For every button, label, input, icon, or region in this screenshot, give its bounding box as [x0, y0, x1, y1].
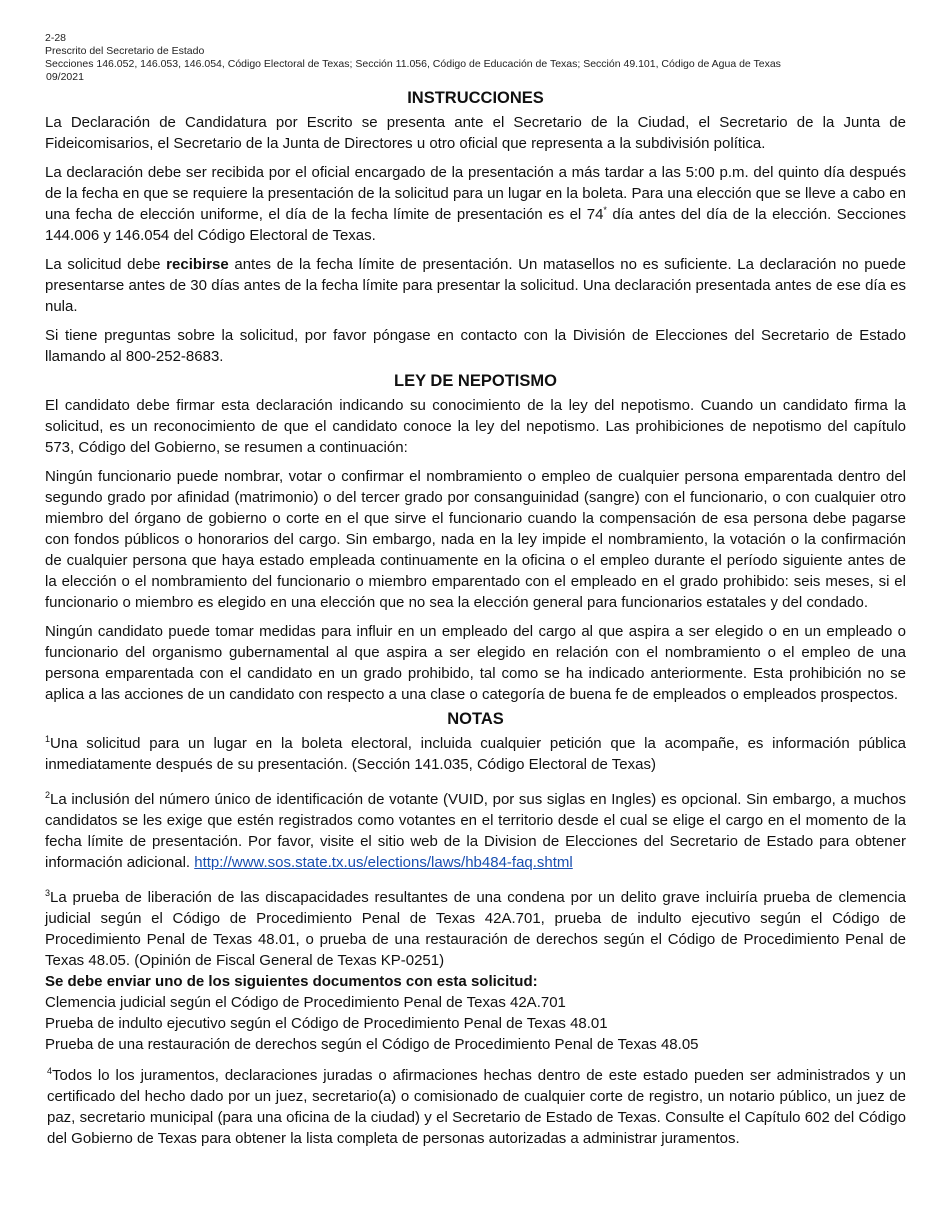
required-documents-heading: Se debe enviar uno de los siguientes documentos con esta solicitud: [45, 973, 538, 990]
form-date: 09/2021 [46, 71, 84, 83]
instrucciones-paragraph-3 [45, 254, 906, 317]
form-header [45, 32, 906, 84]
instrucciones-paragraph-2 [45, 162, 906, 246]
notas-heading: NOTAS [447, 710, 504, 728]
note-4-text: Todos lo los juramentos, declaraciones juradas o afirmaciones hechas dentro de este estado pueden ser administrados y un certificado del hecho dado por un juez, secretario(a) o comisionado de cualquier corte de registro, un notario público, un juez de paz, secretario municipal (para una oficina de la ciudad) y el Secretario de Estado de Texas. Consulte el Capítulo 602 del Código del Gobierno de Texas para obtener la lista completa de personas autorizadas a administrar juramentos. [47, 1067, 906, 1147]
note-2-number: 2 [45, 790, 51, 800]
footnote-marker: * [603, 205, 607, 215]
instrucciones-paragraph-1: La Declaración de Candidatura por Escrito se presenta ante el Secretario de la Ciudad, el Secretario de la Junta de Fideicomisarios, el Secretario de la Junta de Directores u otro oficial que representa a la subdivisión política. [45, 114, 906, 152]
statute-sections: Secciones 146.052, 146.053, 146.054, Código Electoral de Texas; Sección 11.056, Código de Educación de Texas; Sección 49.101, Código de Agua de Texas [45, 58, 781, 70]
deadline-text-a: La declaración debe ser recibida por el oficial encargado de la presentación a más tardar a las 5:00 p.m. del quinto día después de la fecha en que se requiere la presentación de la solicitud para un lugar en la boleta. Para una elección que se lleve a cabo en una fecha de elección uniforme, el día de la fecha límite de presentación es el 74 [45, 164, 906, 223]
note-2 [45, 789, 906, 873]
required-document-item: Clemencia judicial según el Código de Procedimiento Penal de Texas 42A.701 [45, 994, 566, 1011]
note-3-number: 3 [45, 888, 51, 898]
note-1-number: 1 [45, 734, 51, 744]
deadline-text-b: día antes del día de la elección. Secciones 144.006 y 146.054 del Código Electoral de Texas. [45, 206, 906, 244]
nepotismo-paragraph-3: Ningún candidato puede tomar medidas para influir en un empleado del cargo al que aspira a ser elegido o en un empleado o funcionario del organismo gubernamental al que aspira a ser elegido en relación con el nombramiento o el empleo de una persona emparentada con el candidato en un grado prohibido, tal como se ha indicado anteriormente. Esta prohibición no se aplica a las acciones de un candidato con respecto a una clase o categoría de buena fe de empleados o empleados prospectos. [45, 623, 906, 703]
required-document-item: Prueba de una restauración de derechos según el Código de Procedimiento Penal de Texas 48.05 [45, 1036, 699, 1053]
nepotismo-paragraph-2: Ningún funcionario puede nombrar, votar o confirmar el nombramiento o empleo de cualquier persona emparentada dentro del segundo grado por afinidad (matrimonio) o del tercer grado por consanguinidad (sangre) con el funcionario, o con cualquier otro miembro del órgano de gobierno o corte en el que sirve el funcionario cuando la compensación de esa persona debe pagarse con fondos públicos o honorarios del cargo. Sin embargo, nada en la ley impide el nombramiento, la votación o la confirmación de cualquier persona que haya estado empleada continuamente en la oficina o el empleo durante el período siguiente antes de la elección o el nombramiento del funcionario o miembro emparentado con el empleado en el grado prohibido: seis meses, si el funcionario o miembro es elegido en una elección que no sea la elección general para funcionarios estatales y del condado. [45, 468, 906, 611]
faq-link[interactable]: http://www.sos.state.tx.us/elections/laws/hb484-faq.shtml [194, 854, 573, 871]
nepotismo-heading: LEY DE NEPOTISMO [394, 372, 557, 390]
note-3-text: La prueba de liberación de las discapacidades resultantes de una condena por un delito grave incluiría prueba de clemencia judicial según el Código de Procedimiento Penal de Texas 42A.701, prueba de indulto ejecutivo según el Código de Procedimiento Penal de Texas 48.01, o prueba de una restauración de derechos según el Código de Procedimiento Penal de Texas 48.05. (Opinión de Fiscal General de Texas KP-0251) [45, 889, 906, 969]
note-1 [45, 733, 906, 775]
prescribed-by: Prescrito del Secretario de Estado [45, 45, 205, 57]
required-document-item: Prueba de indulto ejecutivo según el Código de Procedimiento Penal de Texas 48.01 [45, 1015, 608, 1032]
receipt-text-a: La solicitud debe [45, 256, 167, 273]
receipt-emphasis: recibirse [166, 256, 229, 273]
note-4 [45, 1065, 906, 1149]
instrucciones-heading: INSTRUCCIONES [407, 89, 544, 107]
receipt-text-b: antes de la fecha límite de presentación. Un matasellos no es suficiente. La declaración no puede presentarse antes de 30 días antes de la fecha límite para presentar la solicitud. Una declaración presentada antes de ese día es nula. [45, 256, 906, 315]
note-1-text: Una solicitud para un lugar en la boleta electoral, incluida cualquier petición que la acompañe, es información pública inmediatamente después de su presentación. (Sección 141.035, Código Electoral de Texas) [45, 735, 906, 773]
nepotismo-paragraph-1: El candidato debe firmar esta declaración indicando su conocimiento de la ley del nepotismo. Cuando un candidato firma la solicitud, es un reconocimiento de que el candidato conoce la ley del nepotismo. Las prohibiciones de nepotismo del capítulo 573, Código del Gobierno, se resumen a continuación: [45, 397, 906, 456]
note-3 [45, 887, 906, 971]
note-2-text: La inclusión del número único de identificación de votante (VUID, por sus siglas en Ingles) es opcional. Sin embargo, a muchos candidatos se les exige que estén registrados como votantes en el territorio desde el cual se elige el cargo en el momento de la fecha límite de presentación. Por favor, visite el sitio web de la Division de Elecciones del Secretario de Estado para obtener información adicional. [45, 791, 906, 871]
note-4-number: 4 [47, 1066, 53, 1076]
form-number: 2-28 [45, 32, 67, 44]
instrucciones-paragraph-4: Si tiene preguntas sobre la solicitud, por favor póngase en contacto con la División de Elecciones del Secretario de Estado llamando al 800-252-8683. [45, 327, 906, 365]
